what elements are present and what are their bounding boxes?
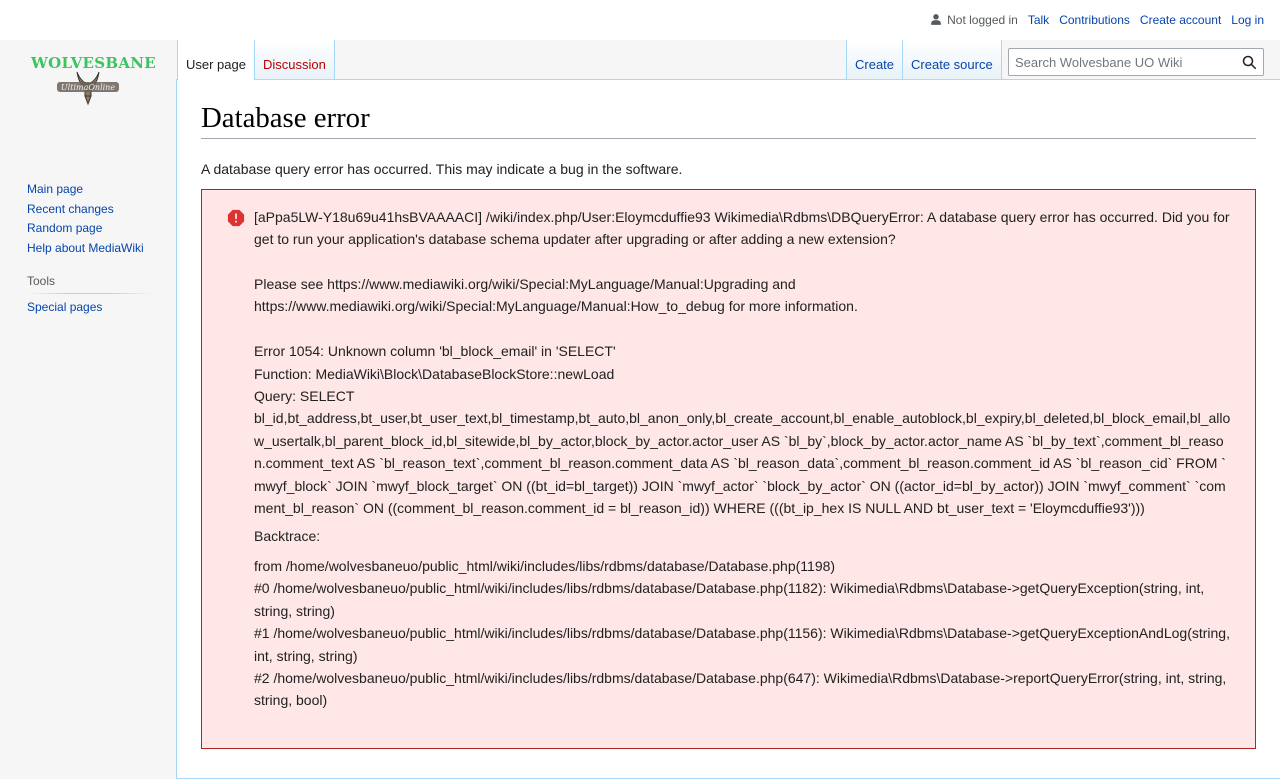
query-body: bl_id,bt_address,bt_user,bt_user_text,bl_timestamp,bt_auto,bl_anon_only,bl_create_account,bl_enable_autoblock,bl_expiry,bl_deleted,bl_block_email,bl_allow_usertalk,bl_parent_block_id,bl_sitewide,bl_by_actor,block_by_actor.actor_user AS `bl_by`,block_by_actor.actor_name AS `bl_by_text`,comment_bl_reason.comment_text AS `bl_reason_text`,comment_bl_reason.comment_data AS `bl_reason_data`,comment_bl_reason.comment_id AS `bl_reason_cid` FROM `mwyf_block` JOIN `mwyf_block_target` ON ((bt_id=bl_target)) JOIN `mwyf_actor` `block_by_actor` ON ((actor_id=bl_by_actor)) JOIN `mwyf_comment` `comment_bl_reason` ON ((comment_bl_reason.comment_id = bl_reason_id)) WHERE (((bt_ip_hex IS NULL AND bt_user_text = 'Eloymcduffie93'))) (254, 410, 1231, 517)
create-account-link[interactable]: Create account (1139, 13, 1222, 27)
navigation-portal (0, 180, 176, 258)
view-tabs (846, 40, 1002, 80)
error-icon (227, 209, 245, 227)
logo-emblem-icon (55, 70, 121, 106)
error-intro: A database query error has occurred. This may indicate a bug in the software. (201, 161, 683, 178)
talk-link[interactable]: Talk (1027, 13, 1050, 27)
tab-user-page[interactable] (177, 40, 255, 80)
see-line-2: https://www.mediawiki.org/wiki/Special:MyLanguage/Manual:How_to_debug for more information. (254, 298, 858, 315)
sidebar-item-random-page[interactable]: Random page (27, 221, 103, 235)
error-function-line: Function: MediaWiki\Block\DatabaseBlockStore::newLoad (254, 365, 615, 382)
tab-discussion[interactable] (255, 40, 335, 80)
error-box (201, 189, 1256, 749)
sidebar-item-recent-changes[interactable]: Recent changes (27, 201, 114, 216)
page-title: Database error (201, 100, 1256, 139)
log-in-link[interactable]: Log in (1231, 13, 1264, 27)
logo-title: WOLVESBANE (31, 54, 157, 72)
user-icon (930, 13, 942, 26)
backtrace-line: from /home/wolvesbaneuo/public_html/wiki/includes/libs/rdbms/database/Database.php(1198) (254, 557, 836, 574)
query-label: Query: SELECT (254, 388, 355, 405)
namespace-tabs (177, 40, 335, 80)
tools-heading: Tools (27, 274, 153, 294)
tab-create-source[interactable] (903, 40, 1002, 80)
not-logged-in-label: Not logged in (947, 13, 1018, 27)
sidebar-item-special-pages[interactable]: Special pages (27, 300, 103, 314)
tab-create[interactable] (846, 40, 903, 80)
error-code-line: Error 1054: Unknown column 'bl_block_email' in 'SELECT' (254, 343, 616, 360)
search-box (1008, 48, 1264, 76)
backtrace-list (254, 555, 1231, 712)
backtrace-label: Backtrace: (254, 528, 321, 545)
site-logo[interactable] (0, 40, 176, 180)
personal-tools (920, 0, 1280, 40)
error-message: [aPpa5LW-Y18u69u41hsBVAAAACI] /wiki/index.php/User:Eloymcduffie93 Wikimedia\Rdbms\DBQueryError: A database query error has occurred. Did you forget to run your application's database schema updater after upgrading or after adding a new extension? (254, 208, 1230, 248)
sidebar (0, 180, 176, 318)
backtrace-line: #0 /home/wolvesbaneuo/public_html/wiki/includes/libs/rdbms/database/Database.php(1182): Wikimedia\Rdbms\Database->getQueryException(string, int, string, string) (254, 580, 1205, 619)
see-line-1: Please see https://www.mediawiki.org/wiki/Special:MyLanguage/Manual:Upgrading and (254, 276, 796, 293)
tab-create-label[interactable]: Create (855, 57, 895, 72)
tab-discussion-label[interactable]: Discussion (262, 57, 326, 72)
sidebar-item-help[interactable]: Help about MediaWiki (27, 240, 144, 255)
search-icon[interactable] (1242, 55, 1257, 70)
svg-text:UltimaOnline: UltimaOnline (60, 83, 116, 92)
backtrace-line: #2 /home/wolvesbaneuo/public_html/wiki/includes/libs/rdbms/database/Database.php(647): Wikimedia\Rdbms\Database->reportQueryError(string, int, string, string, bool) (254, 669, 1227, 709)
tab-user-page-label[interactable]: User page (186, 57, 246, 72)
contributions-link[interactable]: Contributions (1059, 13, 1130, 27)
search-input[interactable] (1009, 49, 1229, 75)
content-area (176, 79, 1280, 779)
tools-portal (0, 274, 176, 318)
sidebar-item-main-page[interactable]: Main page (27, 182, 84, 196)
backtrace-line: #1 /home/wolvesbaneuo/public_html/wiki/includes/libs/rdbms/database/Database.php(1156): Wikimedia\Rdbms\Database->getQueryExceptionAndLog(string, int, string, string) (254, 625, 1230, 664)
tab-create-source-label[interactable]: Create source (911, 57, 993, 72)
not-logged-in-status (930, 13, 1018, 27)
